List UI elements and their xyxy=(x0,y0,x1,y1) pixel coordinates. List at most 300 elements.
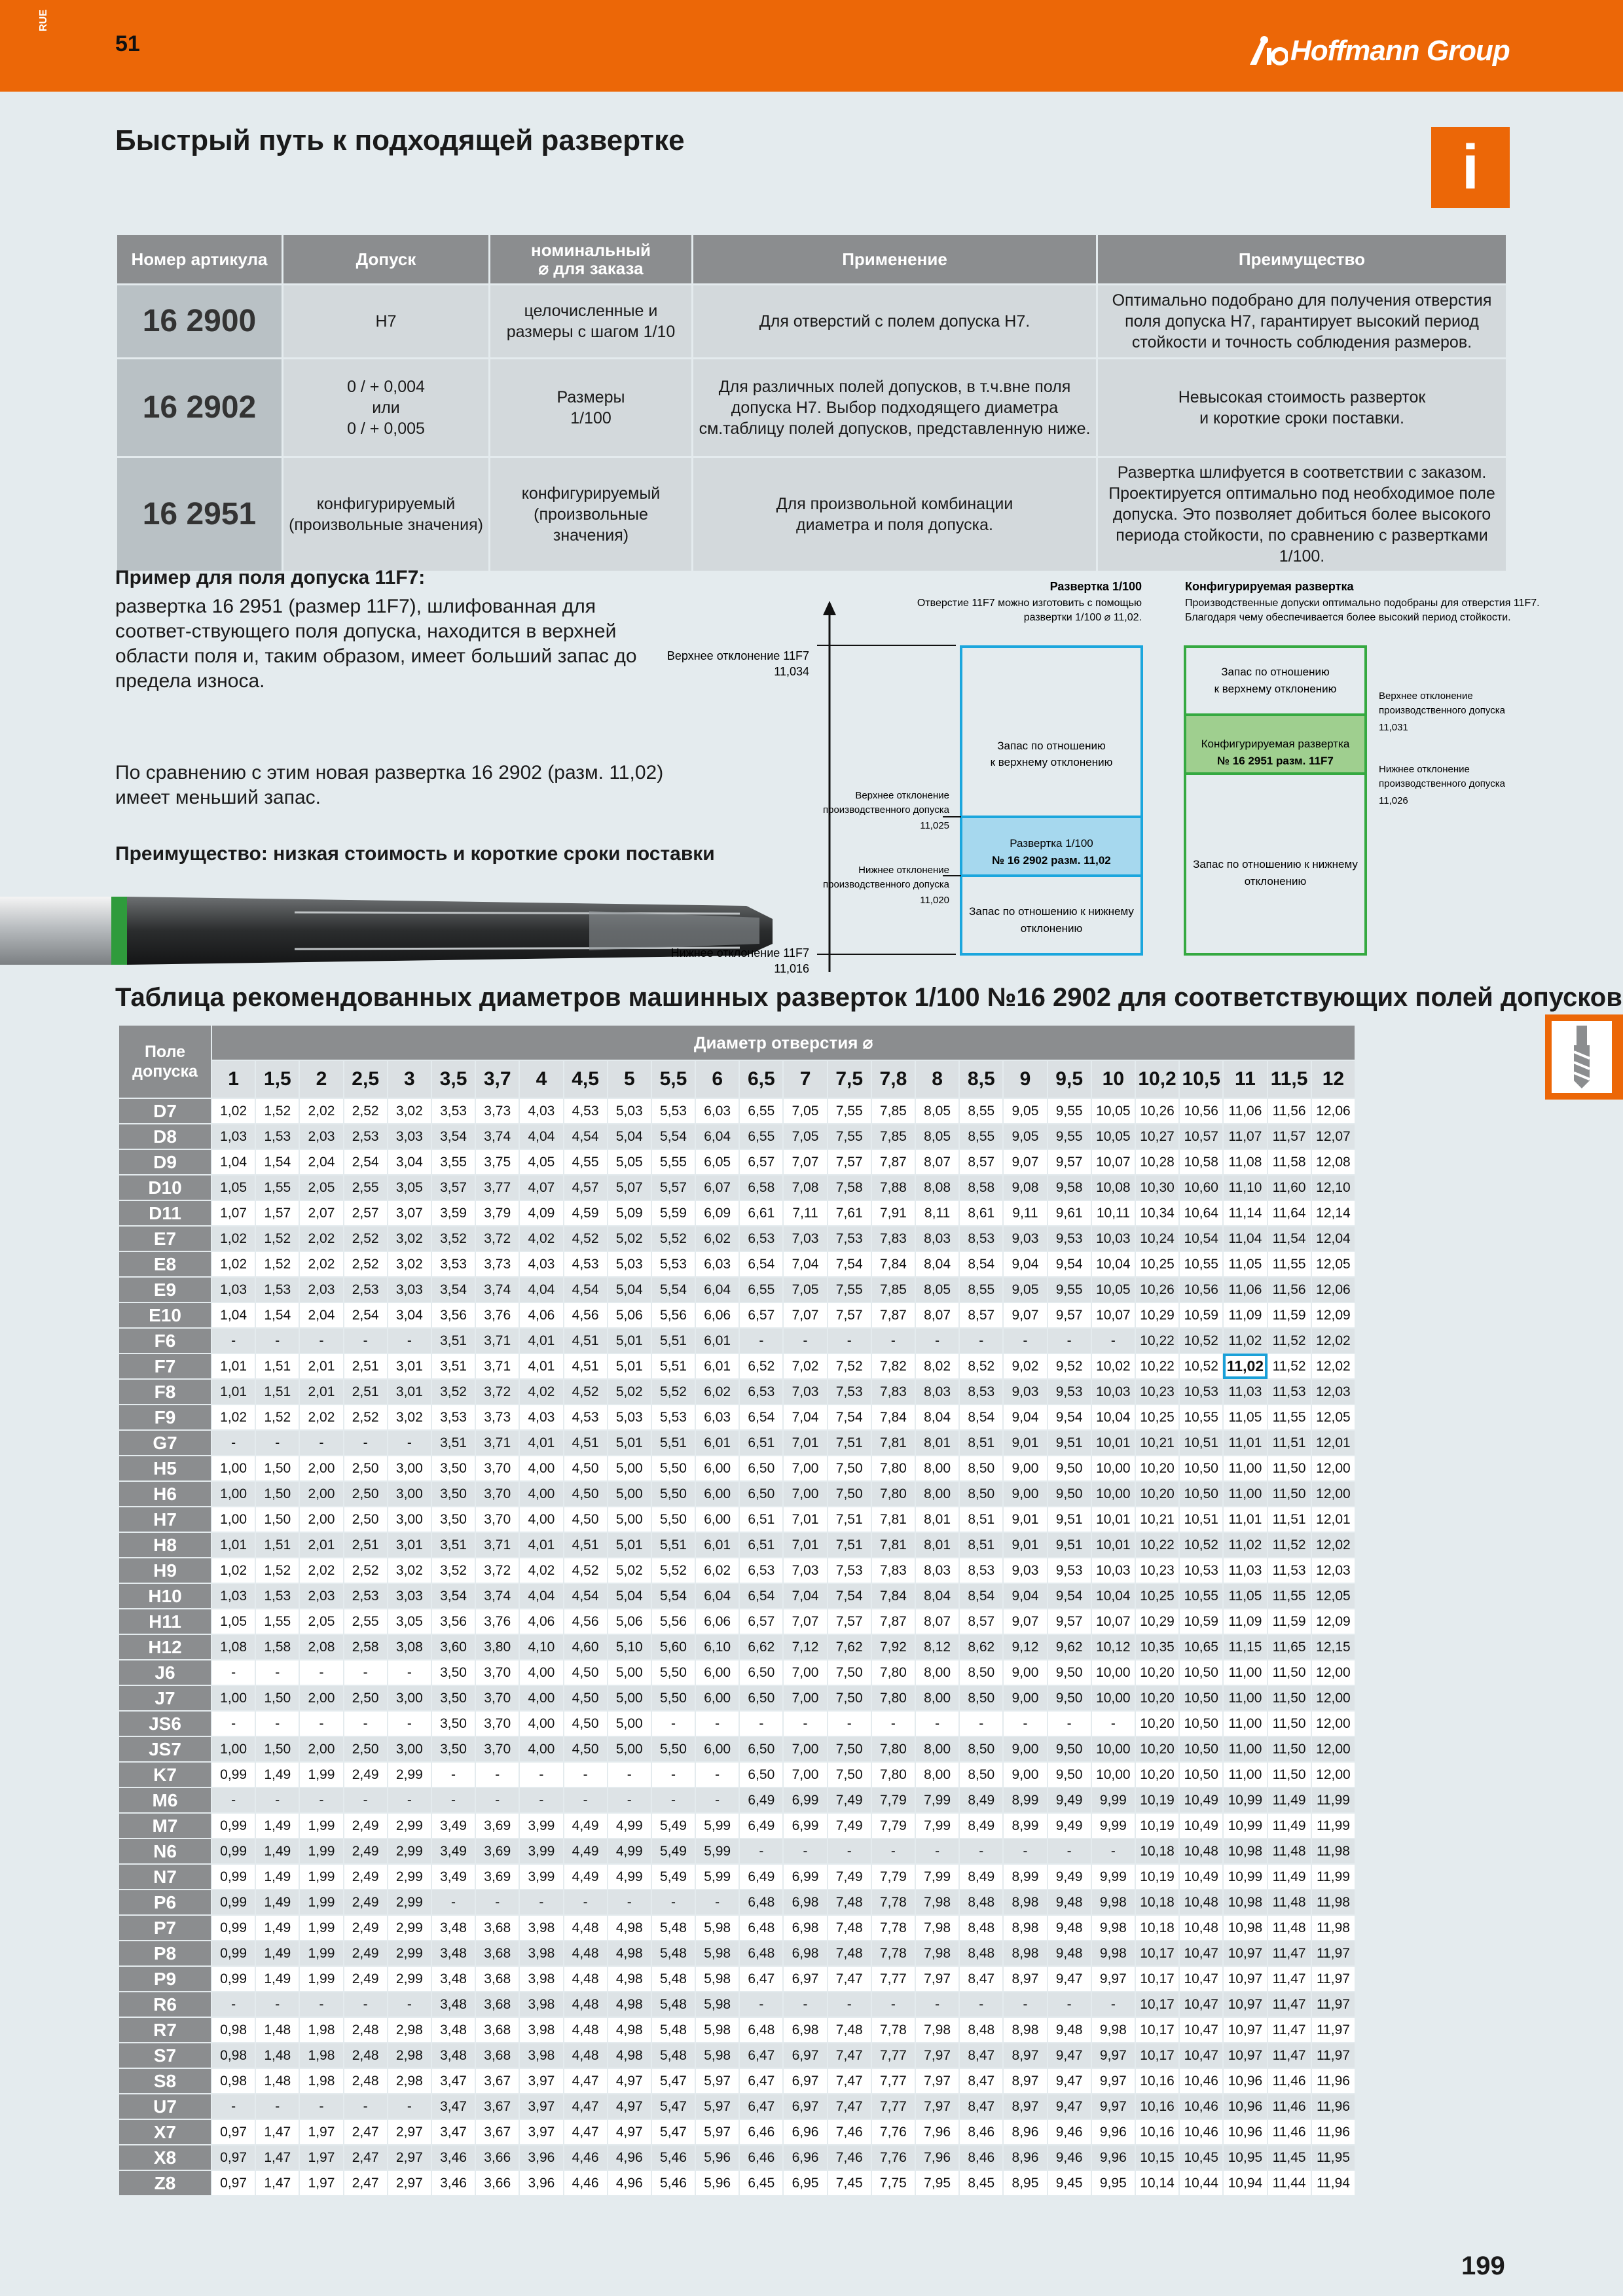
diameter-cell: - xyxy=(255,1992,299,2017)
diameter-cell: 10,01 xyxy=(1091,1507,1135,1532)
diameter-cell: 10,98 xyxy=(1223,1890,1267,1915)
diameter-cell: 5,97 xyxy=(695,2094,739,2119)
diameter-cell: 4,50 xyxy=(564,1711,608,1736)
diameter-cell: 5,99 xyxy=(695,1839,739,1864)
diameter-cell: 9,61 xyxy=(1048,1200,1091,1226)
diameter-cell: 7,01 xyxy=(783,1532,827,1558)
diameter-column-header: 2,5 xyxy=(344,1060,388,1098)
diameter-cell: 4,01 xyxy=(519,1354,563,1379)
diameter-cell: 10,53 xyxy=(1179,1558,1223,1583)
diameter-cell: 3,48 xyxy=(431,1941,475,1966)
diameter-cell: - xyxy=(388,2094,431,2119)
diameter-cell: 0,99 xyxy=(211,1762,255,1787)
diameter-cell: 1,52 xyxy=(255,1558,299,1583)
diameter-cell: 8,98 xyxy=(1003,1890,1047,1915)
diameter-cell: 4,03 xyxy=(519,1098,563,1124)
diameter-cell: 6,00 xyxy=(695,1736,739,1762)
diameter-cell: 7,04 xyxy=(783,1583,827,1609)
diameter-cell: 7,99 xyxy=(915,1864,959,1890)
diameter-cell: - xyxy=(388,1430,431,1456)
diameter-cell: 2,49 xyxy=(344,1813,388,1839)
b2-upper-dev2: производственного допуска xyxy=(1379,705,1505,716)
diameter-cell: 10,50 xyxy=(1179,1660,1223,1685)
diameter-cell: 5,99 xyxy=(695,1813,739,1839)
diameter-cell: 8,48 xyxy=(959,1915,1003,1941)
table-row xyxy=(119,1660,1355,1685)
hole-diameter-header: Диаметр отверстия ⌀ xyxy=(211,1025,1355,1060)
diameter-cell: 2,49 xyxy=(344,1941,388,1966)
diameter-cell: 3,99 xyxy=(519,1813,563,1839)
diameter-cell: 8,99 xyxy=(1003,1864,1047,1890)
diameter-cell: 5,52 xyxy=(651,1226,695,1251)
diameter-cell: 10,23 xyxy=(1135,1558,1179,1583)
diameter-cell: 10,03 xyxy=(1091,1226,1135,1251)
diameter-cell: - xyxy=(211,1660,255,1685)
diameter-cell: 6,58 xyxy=(739,1175,783,1200)
diameter-cell: 7,50 xyxy=(828,1456,871,1481)
diameter-cell: 8,53 xyxy=(959,1558,1003,1583)
diameter-cell: 7,79 xyxy=(871,1864,915,1890)
diameter-column-header: 1 xyxy=(211,1060,255,1098)
diameter-cell: 12,00 xyxy=(1311,1762,1356,1787)
diameter-cell: 8,98 xyxy=(1003,2017,1047,2043)
diameter-column-header: 7,5 xyxy=(828,1060,871,1098)
diameter-cell: 6,98 xyxy=(783,1915,827,1941)
diameter-cell: 11,48 xyxy=(1267,1915,1311,1941)
diameter-cell: 7,57 xyxy=(828,1302,871,1328)
header-application: Применение xyxy=(693,234,1097,285)
diameter-cell: 8,45 xyxy=(959,2170,1003,2196)
configurable-reamer-sub1: Производственные допуски оптимально подобраны для отверстия 11F7. xyxy=(1185,598,1540,609)
diameter-cell: 4,03 xyxy=(519,1405,563,1430)
diameter-cell: 5,05 xyxy=(608,1149,651,1175)
diameter-cell: 11,52 xyxy=(1267,1532,1311,1558)
diameter-cell: 7,54 xyxy=(828,1251,871,1277)
b2-lower-margin2: отклонению xyxy=(1244,875,1307,888)
tolerance-diagram xyxy=(655,569,1552,995)
diameter-cell: 11,48 xyxy=(1267,1839,1311,1864)
diameter-cell: 6,57 xyxy=(739,1302,783,1328)
diameter-cell: 11,44 xyxy=(1267,2170,1311,2196)
diameter-cell: - xyxy=(255,2094,299,2119)
diameter-cell: 8,12 xyxy=(915,1634,959,1660)
table-row xyxy=(119,1456,1355,1481)
diameter-cell: 3,68 xyxy=(475,2043,519,2068)
diameter-cell: 6,49 xyxy=(739,1787,783,1813)
diameter-cell: 12,01 xyxy=(1311,1430,1356,1456)
diameter-cell: - xyxy=(959,1839,1003,1864)
diameter-cell: 5,98 xyxy=(695,2043,739,2068)
diameter-cell: 2,54 xyxy=(344,1302,388,1328)
diameter-cell: 9,01 xyxy=(1003,1532,1047,1558)
diameter-cell: 9,54 xyxy=(1048,1583,1091,1609)
diameter-cell: 7,98 xyxy=(915,1915,959,1941)
diameter-cell: 4,51 xyxy=(564,1354,608,1379)
diameter-cell: - xyxy=(344,1992,388,2017)
diameter-cell: 8,54 xyxy=(959,1251,1003,1277)
diameter-cell: 1,99 xyxy=(299,1762,343,1787)
diameter-cell: 11,98 xyxy=(1311,1839,1356,1864)
diameter-cell: 7,79 xyxy=(871,1787,915,1813)
table-row xyxy=(119,1634,1355,1660)
diameter-cell: 3,02 xyxy=(388,1405,431,1430)
diameter-cell: 10,21 xyxy=(1135,1507,1179,1532)
diameter-cell: 9,05 xyxy=(1003,1124,1047,1149)
diameter-cell: 1,50 xyxy=(255,1507,299,1532)
diameter-cell: 4,98 xyxy=(608,1992,651,2017)
diameter-cell: 5,47 xyxy=(651,2094,695,2119)
diameter-cell: 7,53 xyxy=(828,1226,871,1251)
diameter-cell: 5,00 xyxy=(608,1685,651,1711)
diameter-cell: 7,50 xyxy=(828,1762,871,1787)
diameter-cell: 3,70 xyxy=(475,1685,519,1711)
diameter-cell: 3,02 xyxy=(388,1251,431,1277)
b1-lower-dev: Нижнее отклонение xyxy=(858,865,949,876)
diameter-cell: 9,03 xyxy=(1003,1558,1047,1583)
diameter-cell: 9,01 xyxy=(1003,1430,1047,1456)
table-row xyxy=(119,1813,1355,1839)
diameter-cell: 2,55 xyxy=(344,1175,388,1200)
diameter-cell: 0,98 xyxy=(211,2068,255,2094)
diameter-cell: 2,54 xyxy=(344,1149,388,1175)
diameter-cell: 9,53 xyxy=(1048,1226,1091,1251)
diameter-cell: 10,27 xyxy=(1135,1124,1179,1149)
diameter-cell: 11,94 xyxy=(1311,2170,1356,2196)
diameter-cell: 9,99 xyxy=(1091,1787,1135,1813)
diameter-cell: 4,49 xyxy=(564,1864,608,1890)
diameter-cell: 10,03 xyxy=(1091,1379,1135,1405)
diameter-cell: 10,20 xyxy=(1135,1456,1179,1481)
diameter-cell: 12,03 xyxy=(1311,1379,1356,1405)
diameter-cell: 5,47 xyxy=(651,2119,695,2145)
diameter-cell: 3,99 xyxy=(519,1839,563,1864)
diameter-cell: 2,49 xyxy=(344,1762,388,1787)
diameter-cell: 3,67 xyxy=(475,2094,519,2119)
diameter-cell: 3,72 xyxy=(475,1226,519,1251)
tolerance-label: H12 xyxy=(119,1634,211,1660)
tolerance-label: R7 xyxy=(119,2017,211,2043)
diameter-cell: 7,81 xyxy=(871,1430,915,1456)
diameter-cell: 10,00 xyxy=(1091,1456,1135,1481)
diameter-cell: 9,53 xyxy=(1048,1558,1091,1583)
diameter-cell: 6,00 xyxy=(695,1456,739,1481)
diameter-cell: 3,02 xyxy=(388,1098,431,1124)
diameter-cell: 7,55 xyxy=(828,1098,871,1124)
diameter-cell: 7,83 xyxy=(871,1558,915,1583)
diameter-cell: 5,53 xyxy=(651,1251,695,1277)
diameter-cell: 9,97 xyxy=(1091,2094,1135,2119)
diameter-cell: 11,99 xyxy=(1311,1813,1356,1839)
diameter-cell: 9,57 xyxy=(1048,1302,1091,1328)
diameter-cell: 1,99 xyxy=(299,1915,343,1941)
diameter-cell: 3,01 xyxy=(388,1379,431,1405)
diameter-cell: 10,21 xyxy=(1135,1430,1179,1456)
diameter-cell: 11,97 xyxy=(1311,1941,1356,1966)
table-row xyxy=(119,1864,1355,1890)
b2-upper-dev-val: 11,031 xyxy=(1379,722,1408,733)
diameter-cell: 5,04 xyxy=(608,1124,651,1149)
diameter-cell: - xyxy=(299,1660,343,1685)
page-number: 199 xyxy=(1461,2251,1505,2280)
diameter-cell: 9,49 xyxy=(1048,1813,1091,1839)
diameter-cell: 8,50 xyxy=(959,1736,1003,1762)
diameter-cell: 5,50 xyxy=(651,1660,695,1685)
diameter-cell: 12,09 xyxy=(1311,1302,1356,1328)
diameter-cell: 3,49 xyxy=(431,1864,475,1890)
diameter-cell: 1,50 xyxy=(255,1685,299,1711)
diameter-cell: - xyxy=(299,1328,343,1354)
table-row xyxy=(119,1583,1355,1609)
diameter-cell: 7,96 xyxy=(915,2145,959,2170)
reamer-1100-sub2: развертки 1/100 ⌀ 11,02. xyxy=(1023,612,1142,623)
diameter-column-header: 10,2 xyxy=(1135,1060,1179,1098)
diameter-cell: 4,53 xyxy=(564,1098,608,1124)
lower-deviation-value: 11,016 xyxy=(774,962,809,975)
diameter-cell: - xyxy=(1048,1328,1091,1354)
diameter-cell: - xyxy=(431,1762,475,1787)
diameter-cell: 10,98 xyxy=(1223,1839,1267,1864)
diameter-cell: 1,00 xyxy=(211,1507,255,1532)
diameter-cell: 10,54 xyxy=(1179,1226,1223,1251)
diameter-cell: 5,02 xyxy=(608,1379,651,1405)
diameter-cell: 6,45 xyxy=(739,2170,783,2196)
diameter-cell: 4,56 xyxy=(564,1302,608,1328)
diameter-cell: 3,54 xyxy=(431,1124,475,1149)
diameter-cell: 3,05 xyxy=(388,1175,431,1200)
diameter-cell: 10,04 xyxy=(1091,1583,1135,1609)
diameter-cell: 1,02 xyxy=(211,1226,255,1251)
diameter-cell: 7,91 xyxy=(871,1200,915,1226)
table-row xyxy=(119,2017,1355,2043)
tolerance-label: D10 xyxy=(119,1175,211,1200)
article-number: 16 2951 xyxy=(117,457,283,572)
diameter-cell: 11,02 xyxy=(1223,1328,1267,1354)
diameter-cell: 8,50 xyxy=(959,1762,1003,1787)
diameter-cell: 10,99 xyxy=(1223,1864,1267,1890)
diameter-cell: 11,05 xyxy=(1223,1583,1267,1609)
diameter-cell: 10,00 xyxy=(1091,1736,1135,1762)
diameter-cell: 4,03 xyxy=(519,1251,563,1277)
diameter-cell: 4,01 xyxy=(519,1328,563,1354)
diameter-cell: 6,52 xyxy=(739,1354,783,1379)
diameter-cell: 10,51 xyxy=(1179,1430,1223,1456)
diameter-cell: 11,52 xyxy=(1267,1328,1311,1354)
diameter-cell: 9,50 xyxy=(1048,1660,1091,1685)
diameter-cell: 5,06 xyxy=(608,1609,651,1634)
diameter-cell: 7,97 xyxy=(915,1966,959,1992)
diameter-cell: 8,47 xyxy=(959,1966,1003,1992)
diameter-cell: 9,02 xyxy=(1003,1354,1047,1379)
tolerance-label: E8 xyxy=(119,1251,211,1277)
diameter-cell: 3,98 xyxy=(519,2043,563,2068)
diameter-cell: 10,22 xyxy=(1135,1328,1179,1354)
tolerance-label: H11 xyxy=(119,1609,211,1634)
diameter-cell: 3,66 xyxy=(475,2145,519,2170)
table-row xyxy=(117,359,1507,457)
diameter-cell: 8,50 xyxy=(959,1660,1003,1685)
b1-upper-dev-val: 11,025 xyxy=(920,820,949,831)
diameter-cell: 9,62 xyxy=(1048,1634,1091,1660)
diameter-cell: 7,12 xyxy=(783,1634,827,1660)
diameter-cell: 0,99 xyxy=(211,1915,255,1941)
diameter-cell: 1,97 xyxy=(299,2145,343,2170)
diameter-cell: - xyxy=(915,1992,959,2017)
diameter-cell: 7,78 xyxy=(871,1915,915,1941)
example-heading: Пример для поля допуска 11F7: xyxy=(115,567,426,588)
diameter-cell: 1,52 xyxy=(255,1226,299,1251)
advantage-cell: Оптимально подобрано для получения отверстия поля допуска H7, гарантирует высокий период стойкости и точность соблюдения размеров. xyxy=(1097,285,1507,359)
diameter-cell: 7,45 xyxy=(828,2170,871,2196)
diameter-cell: - xyxy=(783,1992,827,2017)
diameter-cell: 4,99 xyxy=(608,1813,651,1839)
diameter-cell: - xyxy=(695,1890,739,1915)
diameter-cell: 6,51 xyxy=(739,1430,783,1456)
diameter-cell: 10,17 xyxy=(1135,1941,1179,1966)
diameter-cell: 4,04 xyxy=(519,1583,563,1609)
diameter-cell: 3,76 xyxy=(475,1609,519,1634)
diameter-cell: - xyxy=(651,1890,695,1915)
diameter-cell: 5,03 xyxy=(608,1098,651,1124)
diameter-column-header: 5 xyxy=(608,1060,651,1098)
tolerance-cell: H7 xyxy=(283,285,490,359)
diameter-cell: 7,46 xyxy=(828,2145,871,2170)
diameter-cell: 3,48 xyxy=(431,2017,475,2043)
diameter-column-header: 6 xyxy=(695,1060,739,1098)
diameter-cell: 10,96 xyxy=(1223,2068,1267,2094)
diameter-cell: 9,50 xyxy=(1048,1456,1091,1481)
diameter-cell: 3,72 xyxy=(475,1558,519,1583)
diameter-cell: 1,49 xyxy=(255,1966,299,1992)
diameter-cell: 9,55 xyxy=(1048,1098,1091,1124)
diameter-cell: - xyxy=(608,1787,651,1813)
diameter-cell: 11,10 xyxy=(1223,1175,1267,1200)
diameter-cell: 7,05 xyxy=(783,1098,827,1124)
diameter-cell: 10,52 xyxy=(1179,1532,1223,1558)
diameter-cell: 7,58 xyxy=(828,1175,871,1200)
diameter-column-header: 11,5 xyxy=(1267,1060,1311,1098)
diameter-column-header: 3,5 xyxy=(431,1060,475,1098)
diameter-cell: 7,85 xyxy=(871,1098,915,1124)
diameter-cell: 7,47 xyxy=(828,1966,871,1992)
diameter-cell: - xyxy=(299,1711,343,1736)
table-row xyxy=(119,1839,1355,1864)
diameter-cell: 7,48 xyxy=(828,1941,871,1966)
diameter-cell: 1,99 xyxy=(299,1864,343,1890)
diameter-cell: 10,57 xyxy=(1179,1124,1223,1149)
diameter-cell: 11,00 xyxy=(1223,1685,1267,1711)
diameter-cell: 12,15 xyxy=(1311,1634,1356,1660)
diameter-cell: 11,96 xyxy=(1311,2068,1356,2094)
diameter-cell: - xyxy=(344,1328,388,1354)
diameter-cell: 4,05 xyxy=(519,1149,563,1175)
diameter-cell: 6,06 xyxy=(695,1609,739,1634)
tolerance-label: D11 xyxy=(119,1200,211,1226)
diameter-cell: 2,99 xyxy=(388,1864,431,1890)
diameter-cell: 12,03 xyxy=(1311,1558,1356,1583)
diameter-cell: 11,59 xyxy=(1267,1609,1311,1634)
tolerance-cell: 0 / + 0,004 или 0 / + 0,005 xyxy=(283,359,490,457)
diameter-cell: 5,59 xyxy=(651,1200,695,1226)
diameter-cell: 9,47 xyxy=(1048,2094,1091,2119)
diameter-cell: 4,97 xyxy=(608,2094,651,2119)
table-row xyxy=(119,2119,1355,2145)
diameter-cell: 1,49 xyxy=(255,1813,299,1839)
diameter-cell: 4,54 xyxy=(564,1583,608,1609)
diameter-cell: 9,51 xyxy=(1048,1507,1091,1532)
diameter-cell: 5,60 xyxy=(651,1634,695,1660)
diameter-cell: 11,08 xyxy=(1223,1149,1267,1175)
diameter-cell: 10,20 xyxy=(1135,1660,1179,1685)
reamer-1100-title: Развертка 1/100 xyxy=(1049,580,1142,593)
article-number: 16 2902 xyxy=(117,359,283,457)
diameter-column-header: 6,5 xyxy=(739,1060,783,1098)
diameter-cell: 3,08 xyxy=(388,1634,431,1660)
diameter-cell: 9,98 xyxy=(1091,1941,1135,1966)
diameter-cell: 2,52 xyxy=(344,1098,388,1124)
diameter-cell: 10,45 xyxy=(1179,2145,1223,2170)
diameter-cell: - xyxy=(739,1711,783,1736)
diameter-cell: 9,48 xyxy=(1048,1890,1091,1915)
diameter-cell: 11,51 xyxy=(1267,1430,1311,1456)
diameter-cell: 12,01 xyxy=(1311,1507,1356,1532)
diameter-cell: 2,99 xyxy=(388,1813,431,1839)
diameter-cell: 11,50 xyxy=(1267,1660,1311,1685)
diameter-cell: 10,16 xyxy=(1135,2119,1179,2145)
diameter-cell: 10,07 xyxy=(1091,1302,1135,1328)
diameter-cell: 7,07 xyxy=(783,1609,827,1634)
diameter-cell: 1,98 xyxy=(299,2068,343,2094)
diameter-cell: - xyxy=(651,1711,695,1736)
table-row xyxy=(119,1277,1355,1302)
diameter-cell: 5,04 xyxy=(608,1277,651,1302)
diameter-cell: 6,48 xyxy=(739,1941,783,1966)
table-row xyxy=(119,1481,1355,1507)
diameter-cell: 11,49 xyxy=(1267,1864,1311,1890)
b1-upper-margin: Запас по отношению xyxy=(997,740,1106,752)
diameter-cell: 11,03 xyxy=(1223,1379,1267,1405)
diameter-cell: 6,04 xyxy=(695,1124,739,1149)
diameter-cell: 11,50 xyxy=(1267,1685,1311,1711)
diameter-cell: 8,95 xyxy=(1003,2170,1047,2196)
diameter-cell: 10,58 xyxy=(1179,1149,1223,1175)
diameter-cell: 6,49 xyxy=(739,1864,783,1890)
diameter-cell: 1,49 xyxy=(255,1839,299,1864)
diameter-cell: - xyxy=(299,1992,343,2017)
diameter-cell: 9,48 xyxy=(1048,1941,1091,1966)
table-row xyxy=(119,2145,1355,2170)
diameter-cell: 7,87 xyxy=(871,1149,915,1175)
diameter-cell: 2,47 xyxy=(344,2145,388,2170)
tolerance-label: J6 xyxy=(119,1660,211,1685)
diameter-cell: 2,50 xyxy=(344,1481,388,1507)
diameter-cell: 10,99 xyxy=(1223,1787,1267,1813)
diameter-cell: 8,98 xyxy=(1003,1941,1047,1966)
diameter-cell: - xyxy=(431,1787,475,1813)
diameter-cell: 8,01 xyxy=(915,1430,959,1456)
diameter-cell: 9,07 xyxy=(1003,1302,1047,1328)
diameter-column-header: 9,5 xyxy=(1048,1060,1091,1098)
diameter-cell: 2,02 xyxy=(299,1098,343,1124)
diameter-cell: 6,03 xyxy=(695,1098,739,1124)
diameter-cell: 3,00 xyxy=(388,1685,431,1711)
diameter-cell: 6,99 xyxy=(783,1787,827,1813)
tolerance-label: N6 xyxy=(119,1839,211,1864)
diameter-cell: 3,79 xyxy=(475,1200,519,1226)
diameter-cell: 3,46 xyxy=(431,2145,475,2170)
diameter-column-header: 12 xyxy=(1311,1060,1356,1098)
diameter-cell: - xyxy=(695,1711,739,1736)
diameter-cell: 4,49 xyxy=(564,1839,608,1864)
